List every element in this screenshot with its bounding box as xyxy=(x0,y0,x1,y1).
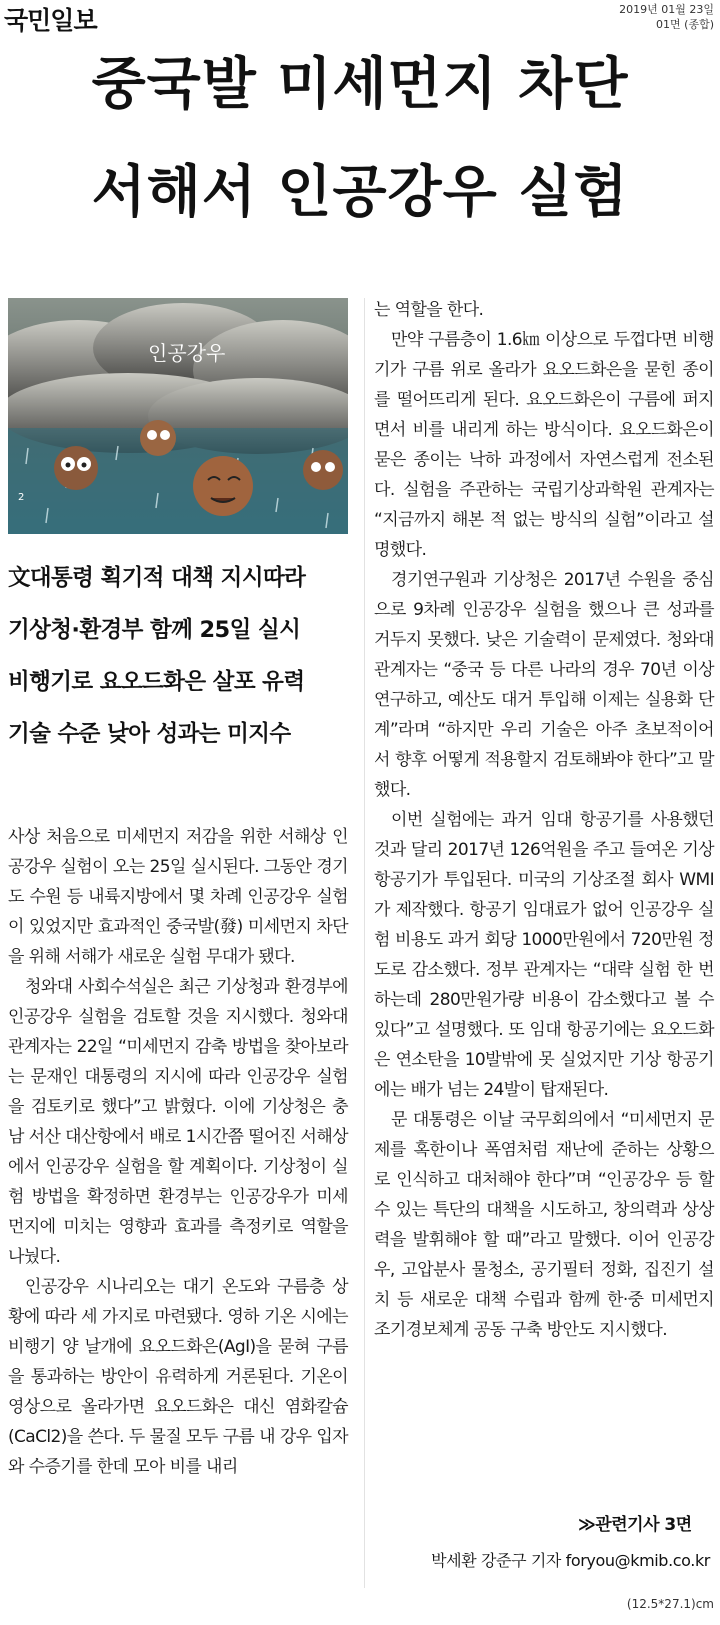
paragraph: 는 역할을 한다. xyxy=(374,300,484,320)
paragraph: 청와대 사회수석실은 최근 기상청과 환경부에 인공강우 실험을 검토할 것을 지시했다. 청와대 관계자는 22일 “미세먼지 감축 방법을 찾아보라는 문재인 대통령의 지시에 따라 인공강우 실험을 검토키로 했다”고 밝혔다. 이에 기상청은 충남 서산 대산항에서 배로 1시간쯤 떨어진 서해상에서 인공강우 실험을 할 계획이다. 기상청이 실험 방법을 확정하면 환경부는 인공강우가 미세먼지에 미치는 영향과 효과를 측정키로 역할을 나눴다. xyxy=(8,977,348,1267)
masthead xyxy=(0,0,720,36)
paragraph: 문 대통령은 이날 국무회의에서 “미세먼지 문제를 혹한이나 폭염처럼 재난에 준하는 상황으로 인식하고 대처해야 한다”며 “인공강우 등 할 수 있는 특단의 대책을 시도하고, 창의력과 상상력을 발휘해야 할 때”라고 말했다. 이어 인공강우, 고압분사 물청소, 공기필터 정화, 집진기 설치 등 새로운 대책 수립과 함께 한·중 미세먼지 조기경보체계 공동 구축 방안도 지시했다. xyxy=(374,1110,714,1340)
article-size-note: (12.5*27.1)cm xyxy=(626,1597,714,1611)
paragraph: 인공강우 시나리오는 대기 온도와 구름층 상황에 따라 세 가지로 마련됐다. 영하 기온 시에는 비행기 양 날개에 요오드화은(AgI)을 묻혀 구름을 통과하는 방안이 유력하게 거론된다. 기온이 영상으로 올라가면 요오드화은 대신 염화칼슘(CaCl2)을 쓴다. 두 물질 모두 구름 내 강우 입자와 수증기를 한데 모아 비를 내리 xyxy=(8,1277,348,1477)
artist-mark: 2 xyxy=(18,492,25,503)
subheadline-1: 文대통령 획기적 대책 지시따라 xyxy=(8,565,306,591)
paragraph: 이번 실험에는 과거 임대 항공기를 사용했던 것과 달리 2017년 126억원을 주고 들여온 기상 항공기가 투입된다. 미국의 기상조절 회사 WMI가 제작했다. 항공기 임대료가 없어 인공강우 실험 비용도 과거 회당 1000만원에서 720만원 정도로 감소했다. 정부 관계자는 “대략 실험 한 번 하는데 280만원가량 비용이 감소했다고 볼 수 있다”고 설명했다. 또 임대 항공기에는 요오드화은 연소탄을 10발밖에 못 실었지만 기상 항공기에는 배가 넘는 24발이 탑재된다. xyxy=(374,810,714,1100)
paragraph: 경기연구원과 기상청은 2017년 수원을 중심으로 9차례 인공강우 실험을 했으나 큰 성과를 거두지 못했다. 낮은 기술력이 문제였다. 청와대 관계자는 “중국 등 다른 나라의 경우 70년 이상 연구하고, 예산도 대거 투입해 이제는 실용화 단계”라며 “하지만 우리 기술은 아주 초보적이어서 향후 어떻게 적용할지 검토해봐야 한다”고 말했다. xyxy=(374,570,714,800)
cartoon-illustration xyxy=(8,298,348,534)
page-section: 01면 (종합) xyxy=(656,18,714,31)
paragraph: 만약 구름층이 1.6㎞ 이상으로 두껍다면 비행기가 구름 위로 올라가 요오드화은을 묻힌 종이를 떨어뜨리게 된다. 요오드화은이 구름에 퍼지면서 비를 내리게 하는 방식이다. 요오드화은이 묻은 종이는 낙하 과정에서 자연스럽게 전소된다. 실험을 주관하는 국립기상과학원 관계자는 “지금까지 해본 적 없는 방식의 실험”이라고 설명했다. xyxy=(374,330,714,560)
subheadline-block xyxy=(8,552,348,760)
column-divider xyxy=(364,298,365,1588)
byline: 박세환 강준구 기자 foryou@kmib.co.kr xyxy=(431,1551,710,1570)
related-article-link[interactable]: ≫관련기사 3면 xyxy=(578,1515,692,1535)
headline-line-1: 중국발 미세먼지 차단 xyxy=(91,52,629,117)
subheadline-3: 비행기로 요오드화은 살포 유력 xyxy=(8,669,305,695)
issue-date: 2019년 01월 23일 xyxy=(619,3,714,16)
article-column-left xyxy=(8,822,348,1482)
article-column-right xyxy=(374,295,714,1345)
subheadline-4: 기술 수준 낮아 성과는 미지수 xyxy=(8,721,291,747)
paragraph: 사상 처음으로 미세먼지 저감을 위한 서해상 인공강우 실험이 오는 25일 실시된다. 그동안 경기도 수원 등 내륙지방에서 몇 차례 인공강우 실험이 있었지만 효과적인 중국발(發) 미세먼지 차단을 위해 서해가 새로운 실험 무대가 됐다. xyxy=(8,827,348,967)
issue-meta xyxy=(619,2,714,32)
newspaper-logo: 국민일보 xyxy=(4,6,97,35)
headline-line-2: 서해서 인공강우 실험 xyxy=(91,160,629,225)
cartoon-caption: 인공강우 xyxy=(148,341,226,365)
subheadline-2: 기상청·환경부 함께 25일 실시 xyxy=(8,617,301,643)
